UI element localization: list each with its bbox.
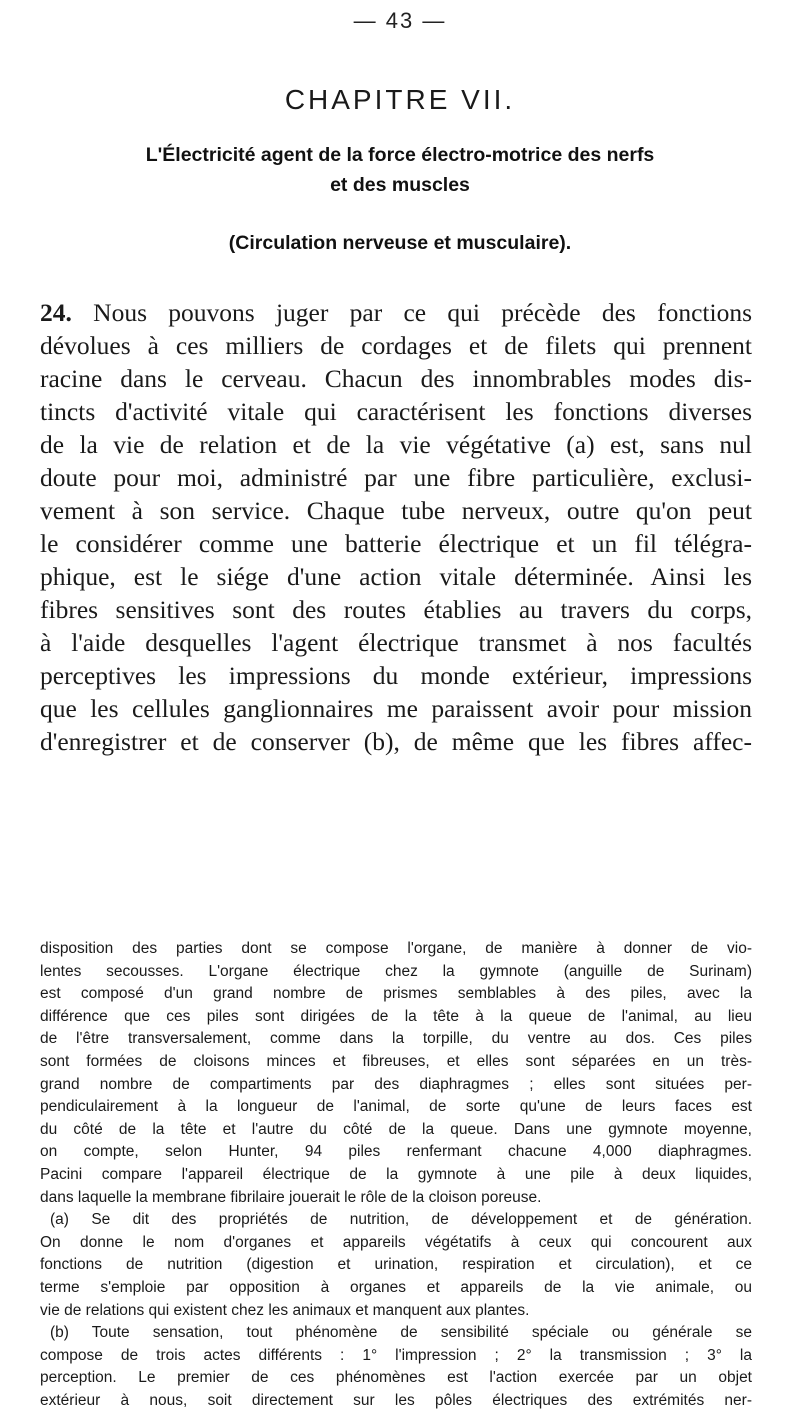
footnote-line: dans laquelle la membrane fibrilaire jouerait le rôle de la cloison poreuse. (40, 1188, 542, 1206)
footnote-line: du côté de la tête et l'autre du côté de la queue. Dans une gymnote moyenne, (40, 1120, 752, 1138)
body-line: à l'aide desquelles l'agent électrique transmet à nos facultés (40, 628, 752, 657)
body-line: que les cellules ganglionnaires me paraissent avoir pour mission (40, 694, 752, 723)
chapter-title-line-2: et des muscles (330, 174, 470, 196)
footnote-line: de l'être transversalement, comme dans la torpille, du ventre au dos. Ces piles (40, 1030, 752, 1048)
footnote-line: on compte, selon Hunter, 94 piles renfermant chacune 4,000 diaphragmes. (40, 1143, 752, 1161)
body-line: vement à son service. Chaque tube nerveux, outre qu'on peut (40, 496, 752, 525)
footnote-b-line: perception. Le premier de ces phénomènes est l'action exercée par un objet (40, 1369, 752, 1387)
body-line: de la vie de relation et de la vie végétative (a) est, sans nul (40, 430, 752, 459)
footnote-a-line: vie de relations qui existent chez les animaux et manquent aux plantes. (40, 1301, 530, 1319)
chapter-title-line-1: L'Électricité agent de la force électro-motrice des nerfs (145, 144, 655, 166)
body-line: d'enregistrer et de conserver (b), de même que les fibres affec- (40, 727, 752, 756)
body-line: tincts d'activité vitale qui caractérisent les fonctions diverses (40, 397, 752, 426)
footnote-line: Pacini compare l'appareil électrique de la gymnote à une pile à deux liquides, (40, 1165, 752, 1183)
footnote-b-line: extérieur à nous, soit directement sur les pôles électriques des extrémités ner- (40, 1391, 752, 1409)
chapter-subtitle: (Circulation nerveuse et musculaire). (228, 232, 572, 254)
body-line: 24. Nous pouvons juger par ce qui précède des fonctions (40, 298, 752, 327)
footnote-a-line: (a) Se dit des propriétés de nutrition, de développement et de génération. (50, 1211, 752, 1229)
footnote-line: pendiculairement à la longueur de l'animal, de sorte qu'une de leurs faces est (40, 1098, 752, 1116)
footnote-line: différence que ces piles sont dirigées de la tête à la queue de l'animal, au lieu (40, 1007, 752, 1025)
body-line: phique, est le siége d'une action vitale déterminée. Ainsi les (40, 562, 752, 591)
footnote-a-line: terme s'emploie par opposition à organes et appareils de la vie animale, ou (40, 1278, 752, 1296)
footnote-line: sont formées de cloisons minces et fibreuses, et elles sont séparées en un très- (40, 1052, 752, 1070)
chapter-heading: CHAPITRE VII. (284, 84, 516, 115)
footnote-line: lentes secousses. L'organe électrique chez la gymnote (anguille de Surinam) (40, 962, 752, 980)
body-line: dévolues à ces milliers de cordages et de filets qui prennent (40, 331, 752, 360)
chapter-title (50, 140, 750, 200)
body-line: doute pour moi, administré par une fibre particulière, exclusi- (40, 463, 752, 492)
footnote-b-line: (b) Toute sensation, tout phénomène de sensibilité spéciale ou générale se (50, 1324, 752, 1342)
body-line: fibres sensitives sont des routes établies au travers du corps, (40, 595, 752, 624)
footnote-line: est composé d'un grand nombre de prismes semblables à des piles, avec la (40, 985, 752, 1003)
page-number: — 43 — (353, 8, 447, 33)
footnote-line: grand nombre de compartiments par des diaphragmes ; elles sont situées per- (40, 1075, 752, 1093)
body-paragraph (40, 296, 752, 758)
footnote-a-line: On donne le nom d'organes et appareils végétatifs à ceux qui concourent aux (40, 1233, 752, 1251)
body-line: le considérer comme une batterie électrique et un fil télégra- (40, 529, 752, 558)
body-line: racine dans le cerveau. Chacun des innombrables modes dis- (40, 364, 752, 393)
footnote-b-line: compose de trois actes différents : 1° l'impression ; 2° la transmission ; 3° la (40, 1346, 752, 1364)
footnote-a-line: fonctions de nutrition (digestion et urination, respiration et circulation), et ce (40, 1256, 752, 1274)
paragraph-number: 24. (40, 298, 72, 327)
footnotes (40, 938, 752, 1412)
footnote-line: disposition des parties dont se compose l'organe, de manière à donner de vio- (40, 940, 752, 957)
body-line: perceptives les impressions du monde extérieur, impressions (40, 661, 752, 690)
